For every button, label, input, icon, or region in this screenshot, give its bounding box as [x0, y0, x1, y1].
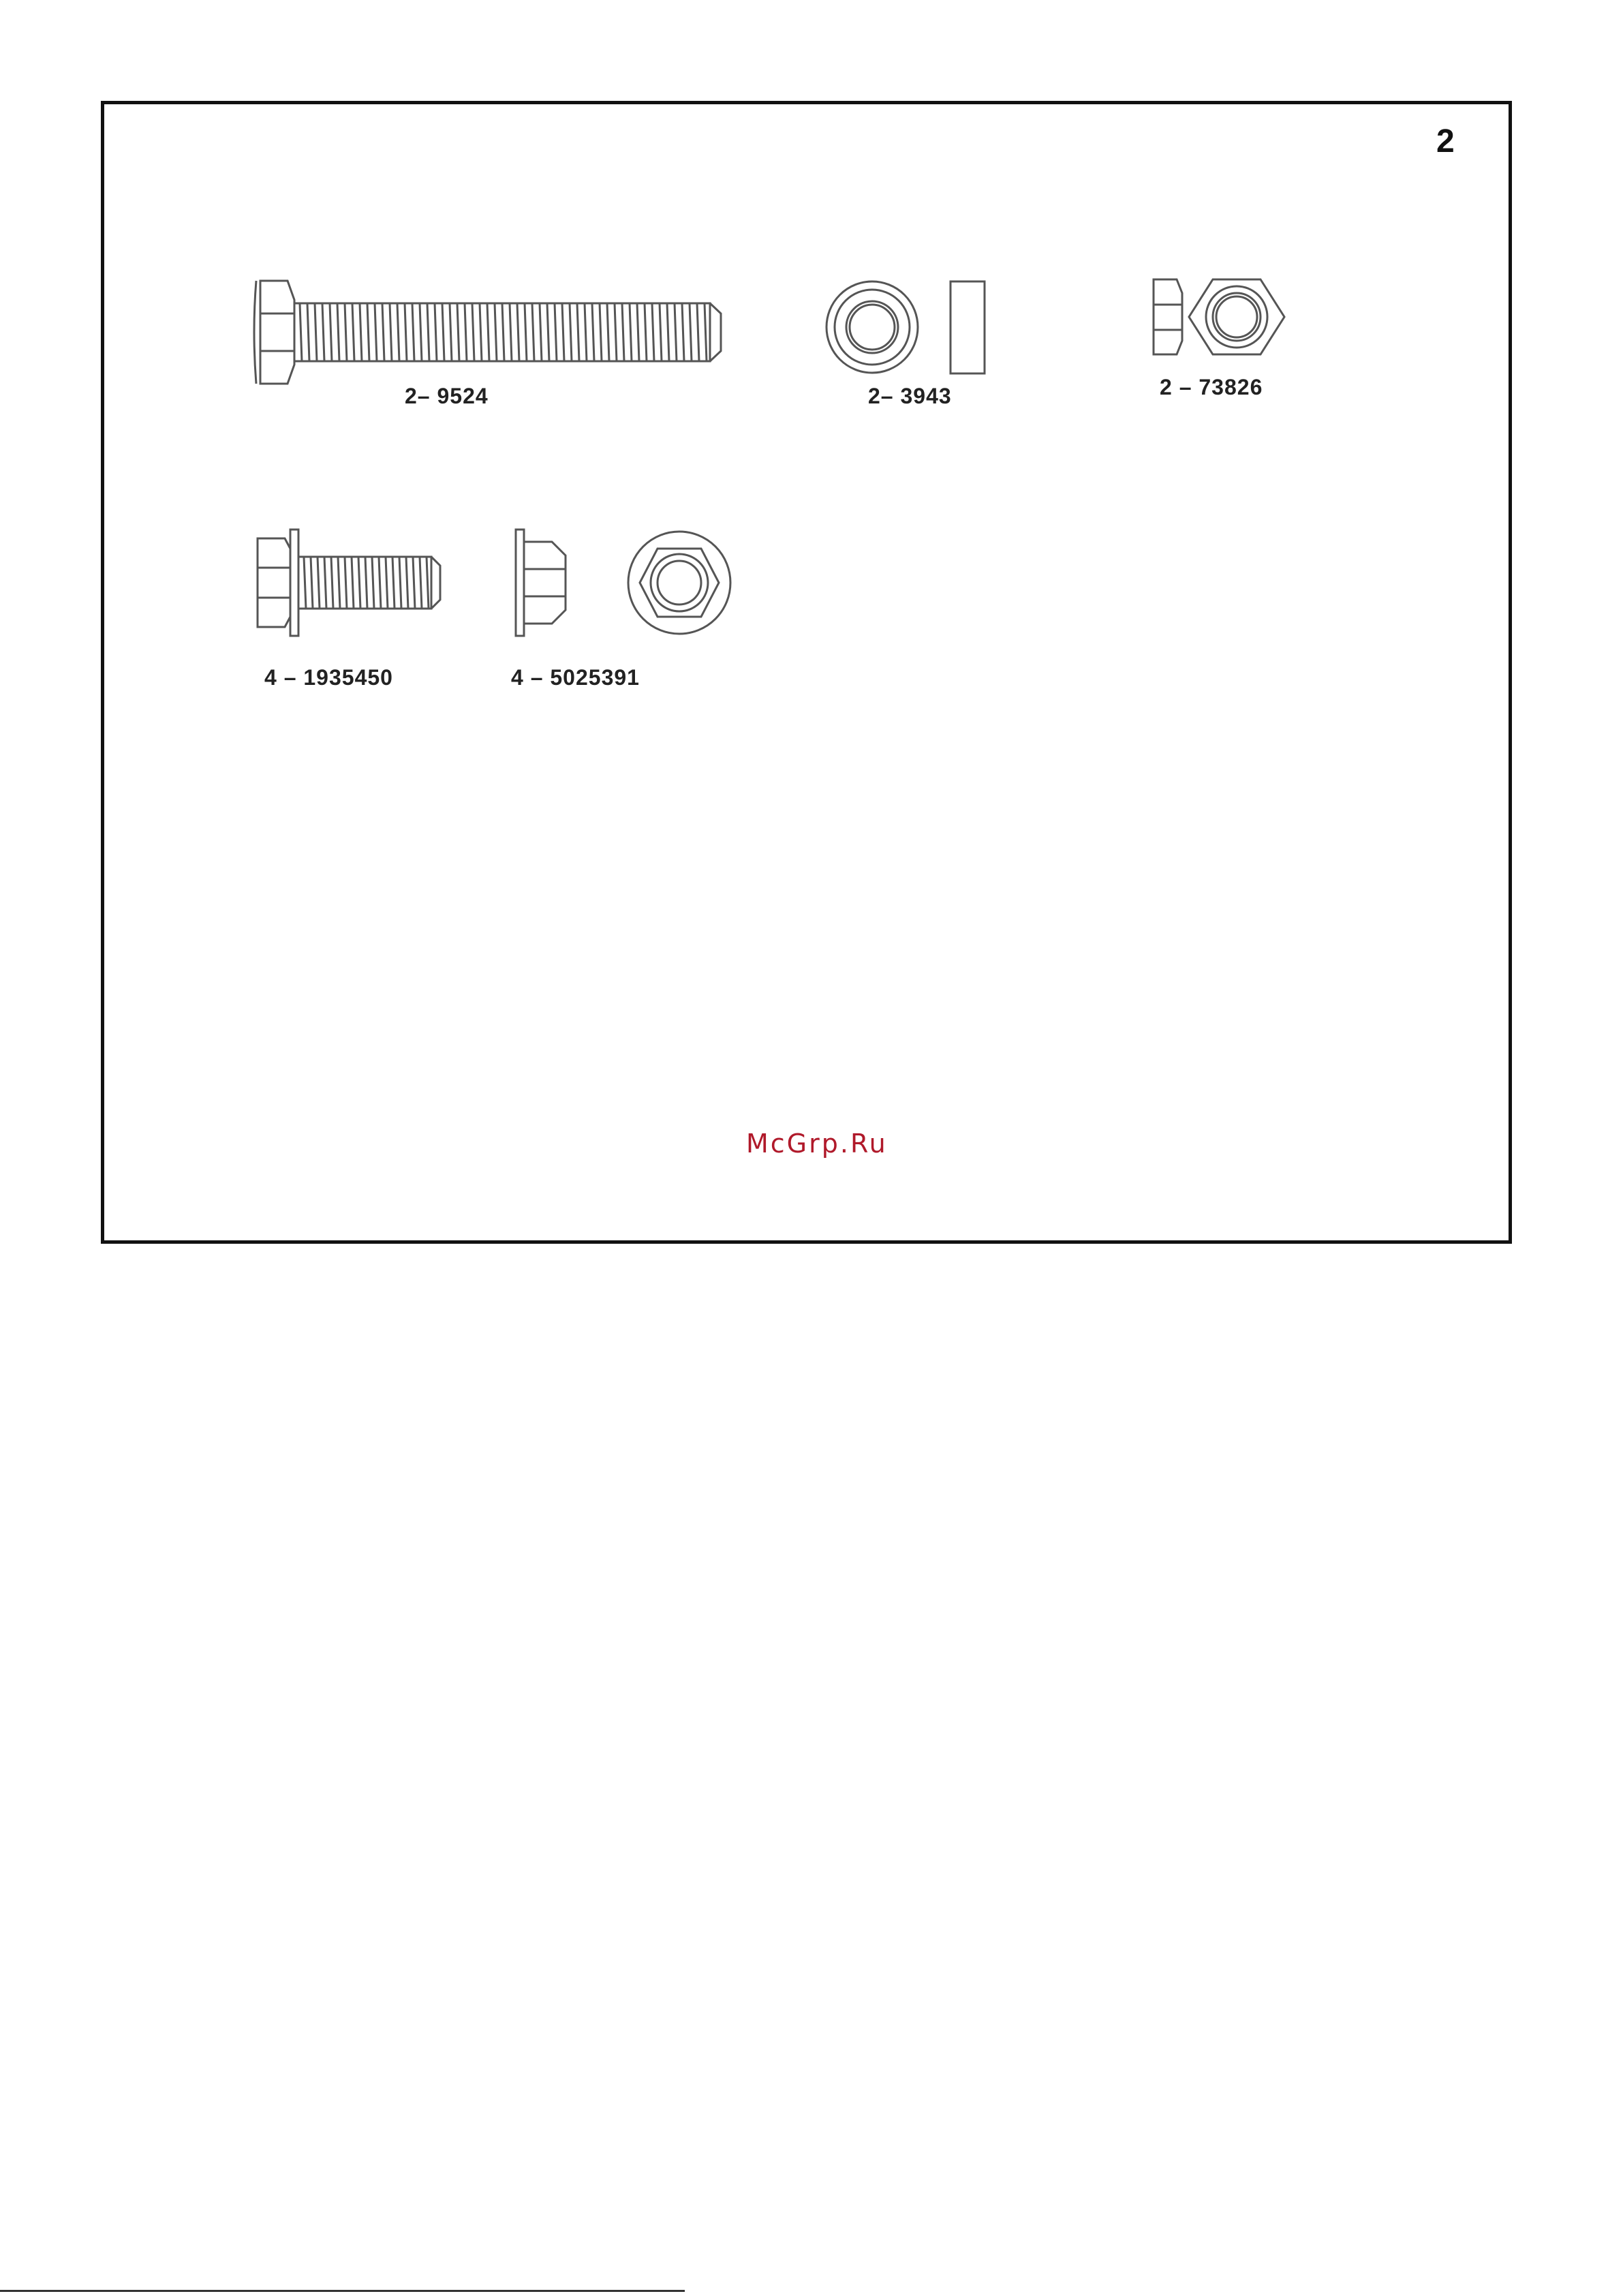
thread-line: [562, 303, 564, 361]
thread-line: [480, 303, 482, 361]
thread-line: [450, 303, 452, 361]
thread-line: [386, 557, 388, 609]
thread-line: [392, 557, 395, 609]
thread-line: [331, 557, 333, 609]
thread-line: [399, 557, 401, 609]
thread-line: [406, 557, 408, 609]
thread-line: [465, 303, 467, 361]
watermark: McGrp.Ru: [746, 1129, 888, 1159]
thread-line: [318, 557, 320, 609]
footer-rule: [0, 2290, 685, 2292]
thread-line: [472, 303, 474, 361]
thread-line: [660, 303, 662, 361]
thread-line: [375, 303, 377, 361]
thread-line: [315, 303, 317, 361]
thread-line: [502, 303, 504, 361]
thread-line: [690, 303, 692, 361]
flange-bolt-icon: [252, 528, 446, 637]
thread-line: [338, 557, 340, 609]
thread-line: [517, 303, 519, 361]
thread-line: [622, 303, 624, 361]
thread-line: [337, 303, 339, 361]
thread-line: [592, 303, 594, 361]
thread-line: [379, 557, 381, 609]
thread-line: [372, 557, 374, 609]
thread-line: [352, 557, 354, 609]
thread-line: [705, 303, 707, 361]
thread-line: [427, 303, 429, 361]
thread-line: [607, 303, 609, 361]
part-label-73826: 2 – 73826: [1160, 375, 1263, 399]
thread-line: [412, 303, 414, 361]
thread-line: [345, 557, 347, 609]
thread-line: [652, 303, 654, 361]
thread-line: [382, 303, 384, 361]
thread-line: [577, 303, 579, 361]
thread-line: [420, 557, 422, 609]
thread-line: [435, 303, 437, 361]
thread-line: [330, 303, 332, 361]
thread-line: [322, 303, 324, 361]
part-label-9524: 2– 9524: [405, 384, 489, 408]
thread-line: [427, 557, 429, 609]
thread-line: [637, 303, 639, 361]
thread-line: [405, 303, 407, 361]
thread-line: [324, 557, 326, 609]
thread-line: [525, 303, 527, 361]
thread-line: [397, 303, 399, 361]
thread-line: [600, 303, 602, 361]
thread-line: [420, 303, 422, 361]
thread-line: [345, 303, 347, 361]
thread-line: [682, 303, 684, 361]
flange-nut-icon: [514, 528, 732, 637]
thread-line: [645, 303, 647, 361]
thread-line: [540, 303, 542, 361]
thread-line: [495, 303, 497, 361]
thread-line: [360, 303, 362, 361]
part-label-5025391: 4 – 5025391: [511, 665, 640, 690]
thread-line: [487, 303, 489, 361]
thread-line: [630, 303, 632, 361]
thread-line: [442, 303, 444, 361]
hex-nut-icon: [1148, 273, 1298, 361]
thread-line: [570, 303, 572, 361]
thread-line: [300, 303, 302, 361]
hex-bolt-long-icon: [252, 273, 729, 392]
thread-line: [304, 557, 306, 609]
spacer-icon: [824, 276, 1019, 378]
thread-line: [532, 303, 534, 361]
thread-line: [358, 557, 360, 609]
thread-line: [311, 557, 313, 609]
thread-line: [585, 303, 587, 361]
thread-line: [555, 303, 557, 361]
thread-line: [413, 557, 415, 609]
thread-line: [675, 303, 677, 361]
thread-line: [307, 303, 309, 361]
thread-line: [352, 303, 354, 361]
thread-line: [615, 303, 617, 361]
page-number: 2: [1436, 123, 1455, 159]
thread-line: [547, 303, 549, 361]
thread-line: [697, 303, 699, 361]
thread-line: [457, 303, 459, 361]
thread-line: [390, 303, 392, 361]
thread-line: [510, 303, 512, 361]
part-label-3943: 2– 3943: [868, 384, 952, 408]
part-label-1935450: 4 – 1935450: [264, 665, 393, 690]
thread-line: [365, 557, 367, 609]
thread-line: [667, 303, 669, 361]
thread-line: [367, 303, 369, 361]
